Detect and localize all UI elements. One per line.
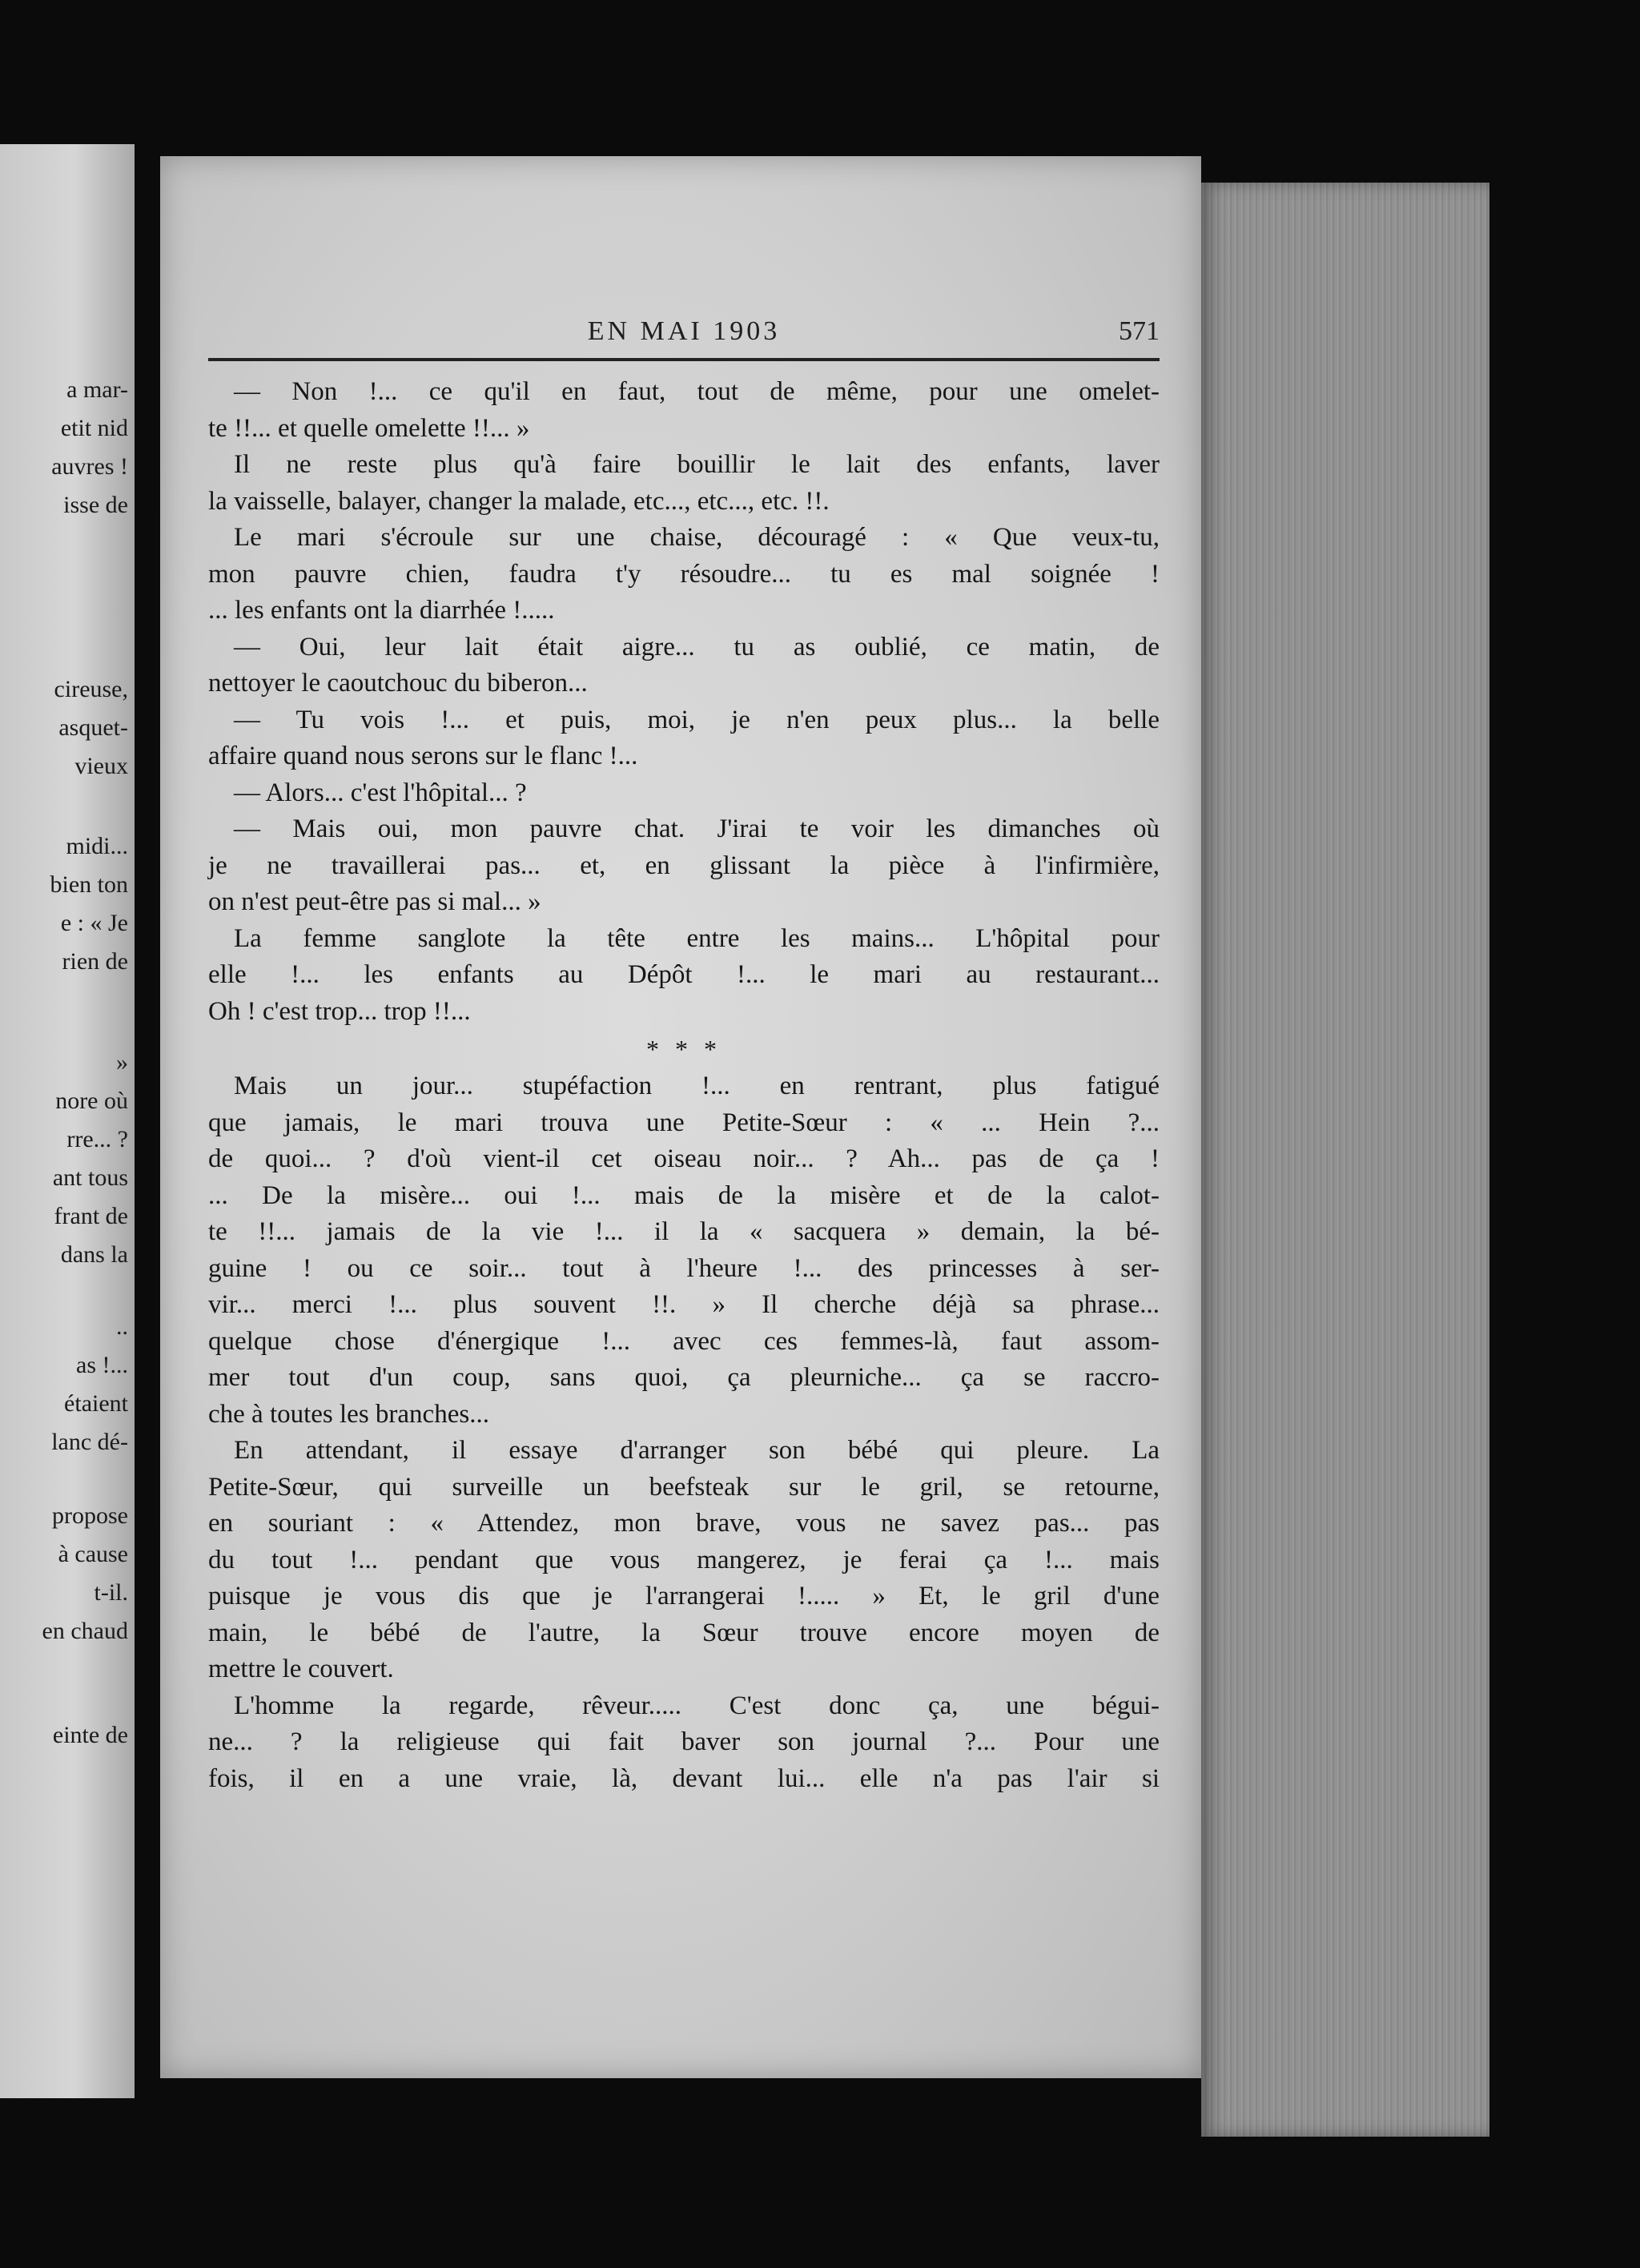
- paragraph: [208, 1688, 1160, 1798]
- left-page-line: en chaud: [42, 1618, 128, 1644]
- left-facing-page: [0, 144, 135, 2098]
- page-header: [208, 316, 1160, 352]
- paragraph: [208, 811, 1160, 921]
- text-line: ne... ? la religieuse qui fait baver son journal ?... Pour une: [208, 1727, 1160, 1756]
- left-page-line: propose: [52, 1502, 128, 1529]
- text-line: Petite-Sœur, qui surveille un beefsteak sur le gril, se retourne,: [208, 1472, 1160, 1502]
- left-page-line: frant de: [54, 1203, 128, 1229]
- text-line: ... les enfants ont la diarrhée !.....: [208, 596, 555, 625]
- book-page: [160, 156, 1201, 2078]
- section-separator: * * *: [646, 1035, 722, 1064]
- left-page-line: t-il.: [94, 1579, 128, 1606]
- text-line: mer tout d'un coup, sans quoi, ça pleurniche... ça se raccro-: [208, 1363, 1160, 1392]
- text-line: fois, il en a une vraie, là, devant lui... elle n'a pas l'air si: [208, 1763, 1160, 1793]
- text-line: — Mais oui, mon pauvre chat. J'irai te voir les dimanches où: [234, 814, 1160, 843]
- text-line: que jamais, le mari trouva une Petite-Sœur : « ... Hein ?...: [208, 1108, 1160, 1137]
- left-page-line: étaient: [64, 1390, 128, 1417]
- text-line: En attendant, il essaye d'arranger son bébé qui pleure. La: [234, 1436, 1160, 1465]
- left-page-line: as !...: [76, 1352, 128, 1378]
- text-line: — Oui, leur lait était aigre... tu as oublié, ce matin, de: [234, 632, 1160, 662]
- text-line: elle !... les enfants au Dépôt !... le mari au restaurant...: [208, 960, 1160, 989]
- text-line: che à toutes les branches...: [208, 1399, 489, 1429]
- left-page-line: bien ton: [50, 871, 128, 898]
- paragraph: [208, 629, 1160, 702]
- paragraph: [208, 520, 1160, 629]
- left-page-line: »: [116, 1049, 128, 1076]
- text-line: mettre le couvert.: [208, 1655, 394, 1683]
- page-number: 571: [1119, 316, 1160, 346]
- text-line: quelque chose d'énergique !... avec ces femmes-là, faut assom-: [208, 1326, 1160, 1356]
- left-page-line: e : « Je: [60, 910, 128, 936]
- left-page-line: lanc dé-: [51, 1429, 128, 1455]
- running-title: EN MAI 1903: [587, 316, 781, 346]
- text-line: — Alors... c'est l'hôpital... ?: [234, 778, 527, 807]
- text-line: Il ne reste plus qu'à faire bouillir le lait des enfants, laver: [234, 450, 1160, 479]
- book-page-edges: [1201, 183, 1489, 2137]
- left-page-line: etit nid: [60, 415, 128, 441]
- left-page-line: ant tous: [52, 1164, 128, 1191]
- text-line: — Non !... ce qu'il en faut, tout de même, pour une omelet-: [234, 377, 1160, 406]
- text-line: main, le bébé de l'autre, la Sœur trouve encore moyen de: [208, 1618, 1160, 1647]
- text-line: la vaisselle, balayer, changer la malade, etc..., etc..., etc. !!.: [208, 486, 830, 516]
- left-page-line: dans la: [60, 1241, 128, 1268]
- text-line: on n'est peut-être pas si mal... »: [208, 887, 541, 916]
- paragraph: [208, 921, 1160, 1031]
- header-rule: [208, 358, 1160, 361]
- left-page-line: einte de: [52, 1722, 128, 1748]
- text-line: Le mari s'écroule sur une chaise, découragé : « Que veux-tu,: [234, 523, 1160, 552]
- left-page-line: à cause: [58, 1541, 128, 1567]
- text-line: — Tu vois !... et puis, moi, je n'en peux plus... la belle: [234, 705, 1160, 734]
- text-line: La femme sanglote la tête entre les mains... L'hôpital pour: [234, 923, 1160, 953]
- text-line: Oh ! c'est trop... trop !!...: [208, 996, 471, 1026]
- text-line: mon pauvre chien, faudra t'y résoudre... tu es mal soignée !: [208, 559, 1160, 589]
- left-page-line: ..: [116, 1313, 128, 1340]
- left-page-line: vieux: [74, 753, 128, 779]
- left-page-line: asquet-: [58, 714, 128, 741]
- left-page-line: isse de: [63, 492, 128, 518]
- left-page-line: cireuse,: [54, 676, 128, 702]
- text-line: nettoyer le caoutchouc du biberon...: [208, 669, 588, 698]
- text-line: vir... merci !... plus souvent !!. » Il cherche déjà sa phrase...: [208, 1290, 1160, 1319]
- paragraph: [208, 775, 1160, 812]
- text-line: de quoi... ? d'où vient-il cet oiseau noir... ? Ah... pas de ça !: [208, 1144, 1160, 1173]
- text-line: ... De la misère... oui !... mais de la misère et de la calot-: [208, 1180, 1160, 1210]
- paragraph: [208, 702, 1160, 775]
- left-page-line: rien de: [62, 948, 128, 975]
- paragraph: [208, 374, 1160, 447]
- text-line: affaire quand nous serons sur le flanc !...: [208, 742, 638, 770]
- body-text: [208, 374, 1160, 1797]
- paragraph: [208, 1068, 1160, 1433]
- left-page-line: midi...: [66, 833, 128, 859]
- text-line: L'homme la regarde, rêveur..... C'est donc ça, une bégui-: [234, 1691, 1160, 1720]
- left-page-line: rre... ?: [66, 1126, 128, 1152]
- paragraph: [208, 1433, 1160, 1688]
- text-line: te !!... jamais de la vie !... il la « sacquera » demain, la bé-: [208, 1217, 1160, 1246]
- paragraph: [208, 447, 1160, 520]
- text-line: puisque je vous dis que je l'arrangerai !..... » Et, le gril d'une: [208, 1582, 1160, 1611]
- text-line: je ne travaillerai pas... et, en glissant la pièce à l'infirmière,: [208, 850, 1160, 880]
- text-line: guine ! ou ce soir... tout à l'heure !... des princesses à ser-: [208, 1253, 1160, 1283]
- left-page-line: auvres !: [51, 453, 128, 480]
- text-line: en souriant : « Attendez, mon brave, vous ne savez pas... pas: [208, 1509, 1160, 1538]
- text-line: Mais un jour... stupéfaction !... en rentrant, plus fatigué: [234, 1072, 1160, 1100]
- left-page-line: a mar-: [66, 376, 128, 403]
- text-line: du tout !... pendant que vous mangerez, je ferai ça !... mais: [208, 1545, 1160, 1574]
- text-line: te !!... et quelle omelette !!... »: [208, 413, 530, 443]
- left-page-line: nore où: [55, 1088, 128, 1114]
